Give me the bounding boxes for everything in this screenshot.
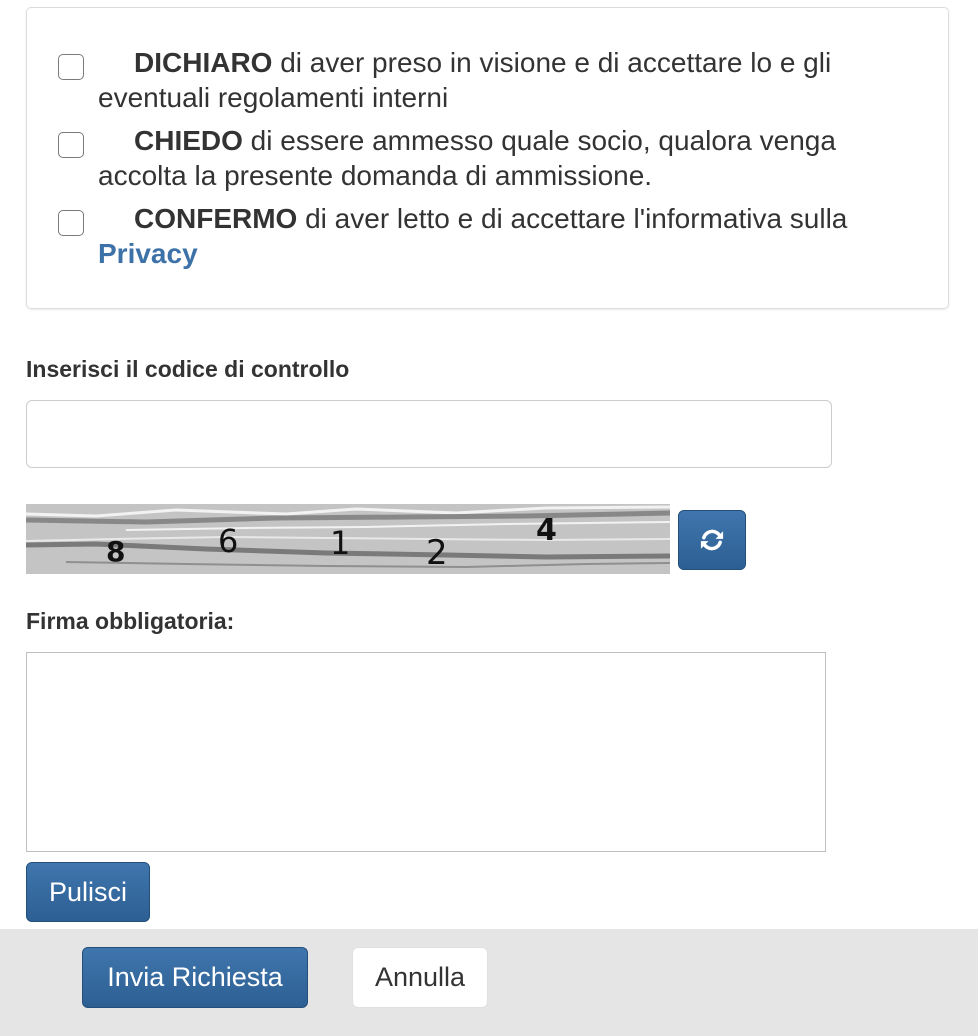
cancel-button[interactable]: Annulla <box>352 947 488 1008</box>
declaration-confermo <box>98 201 928 271</box>
captcha-digit: 2 <box>426 533 448 573</box>
signature-pad[interactable] <box>26 652 826 852</box>
captcha-refresh-button[interactable] <box>678 510 746 570</box>
declaration-keyword: CHIEDO <box>134 125 243 156</box>
captcha-input[interactable] <box>26 400 832 468</box>
submit-button[interactable]: Invia Richiesta <box>82 947 308 1008</box>
declaration-text: di essere ammesso quale socio, qualora venga accolta la presente domanda di ammissione. <box>98 125 836 191</box>
declaration-dichiaro <box>98 45 928 115</box>
declaration-chiedo <box>98 123 928 193</box>
declaration-text: di aver letto e di accettare l'informativa sulla <box>297 203 848 234</box>
captcha-digit: 1 <box>330 524 351 562</box>
refresh-icon <box>698 526 726 554</box>
checkbox-dichiaro[interactable] <box>58 54 84 80</box>
captcha-image <box>26 504 670 574</box>
checkbox-chiedo[interactable] <box>58 132 84 158</box>
signature-label: Firma obbligatoria: <box>26 608 235 634</box>
declaration-keyword: DICHIARO <box>134 47 273 78</box>
declaration-text: di aver preso in visione e di accettare lo e gli eventuali regolamenti interni <box>98 47 832 113</box>
checkbox-confermo[interactable] <box>58 210 84 236</box>
captcha-digit: 8 <box>106 535 126 568</box>
privacy-link[interactable]: Privacy <box>98 238 198 269</box>
captcha-digit: 4 <box>536 513 557 548</box>
captcha-digit: 6 <box>218 522 239 560</box>
captcha-label: Inserisci il codice di controllo <box>26 356 350 382</box>
declaration-keyword: CONFERMO <box>134 203 298 234</box>
clear-signature-button[interactable]: Pulisci <box>26 862 150 922</box>
